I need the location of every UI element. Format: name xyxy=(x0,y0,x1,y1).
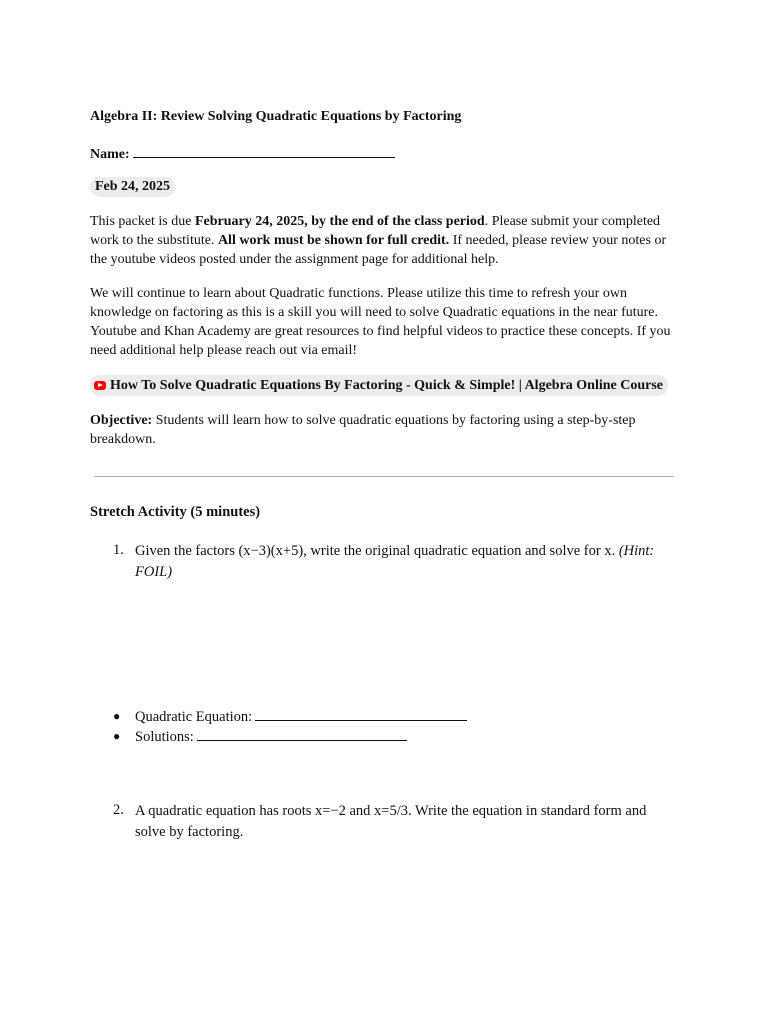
objective-paragraph xyxy=(90,411,670,449)
question-1-number: 1. xyxy=(113,542,124,558)
date-chip[interactable]: Feb 24, 2025 xyxy=(90,177,175,197)
bullet-icon: ● xyxy=(113,709,121,723)
question-2-text: A quadratic equation has roots x=−2 and x=5/3. Write the equation in standard form and solve by factoring. xyxy=(135,803,647,840)
section-heading: Stretch Activity (5 minutes) xyxy=(90,504,261,520)
solutions-blank[interactable] xyxy=(197,726,407,741)
video-link-label[interactable]: How To Solve Quadratic Equations By Factoring - Quick & Simple! | Algebra Online Course xyxy=(110,378,664,393)
intro-paragraph: We will continue to learn about Quadratic functions. Please utilize this time to refresh your own knowledge on factoring as this is a skill you will need to solve Quadratic equations in the near future. Youtube and Khan Academy are great resources to find helpful videos to practice these concepts. If you need additional help please reach out via email! xyxy=(90,286,671,358)
solutions-answer xyxy=(135,726,407,747)
due-date-emphasis: February 24, 2025, by the end of the class period xyxy=(194,214,485,229)
question-2-number: 2. xyxy=(113,802,124,818)
question-1-prompt: Given the factors (x−3)(x+5), write the original quadratic equation and solve for x. xyxy=(135,543,619,559)
name-label: Name: xyxy=(90,147,130,162)
question-1-hint: (Hint: FOIL) xyxy=(135,543,655,580)
name-blank-line[interactable] xyxy=(133,143,395,158)
question-1-text xyxy=(135,541,680,583)
name-field xyxy=(90,143,395,164)
instructions-text: This packet is due xyxy=(90,214,195,229)
bullet-icon: ● xyxy=(113,729,121,743)
youtube-icon xyxy=(94,381,106,390)
instructions-text: . Please submit your completed work to the substitute. xyxy=(90,214,661,248)
objective-text: Students will learn how to solve quadratic equations by factoring using a step-by-step breakdown. xyxy=(90,413,636,447)
quadratic-equation-label: Quadratic Equation: xyxy=(135,709,253,725)
section-divider xyxy=(94,476,674,477)
quadratic-equation-answer xyxy=(135,706,467,727)
quadratic-equation-blank[interactable] xyxy=(255,706,467,721)
solutions-label: Solutions: xyxy=(135,729,194,745)
instructions-paragraph xyxy=(90,212,680,269)
document-title: Algebra II: Review Solving Quadratic Equations by Factoring xyxy=(90,109,462,124)
instructions-text: If needed, please review your notes or the youtube videos posted under the assignment page for additional help. xyxy=(90,233,667,267)
objective-label: Objective: xyxy=(90,413,153,428)
video-link-chip[interactable] xyxy=(90,375,668,396)
full-credit-emphasis: All work must be shown for full credit. xyxy=(217,233,450,248)
